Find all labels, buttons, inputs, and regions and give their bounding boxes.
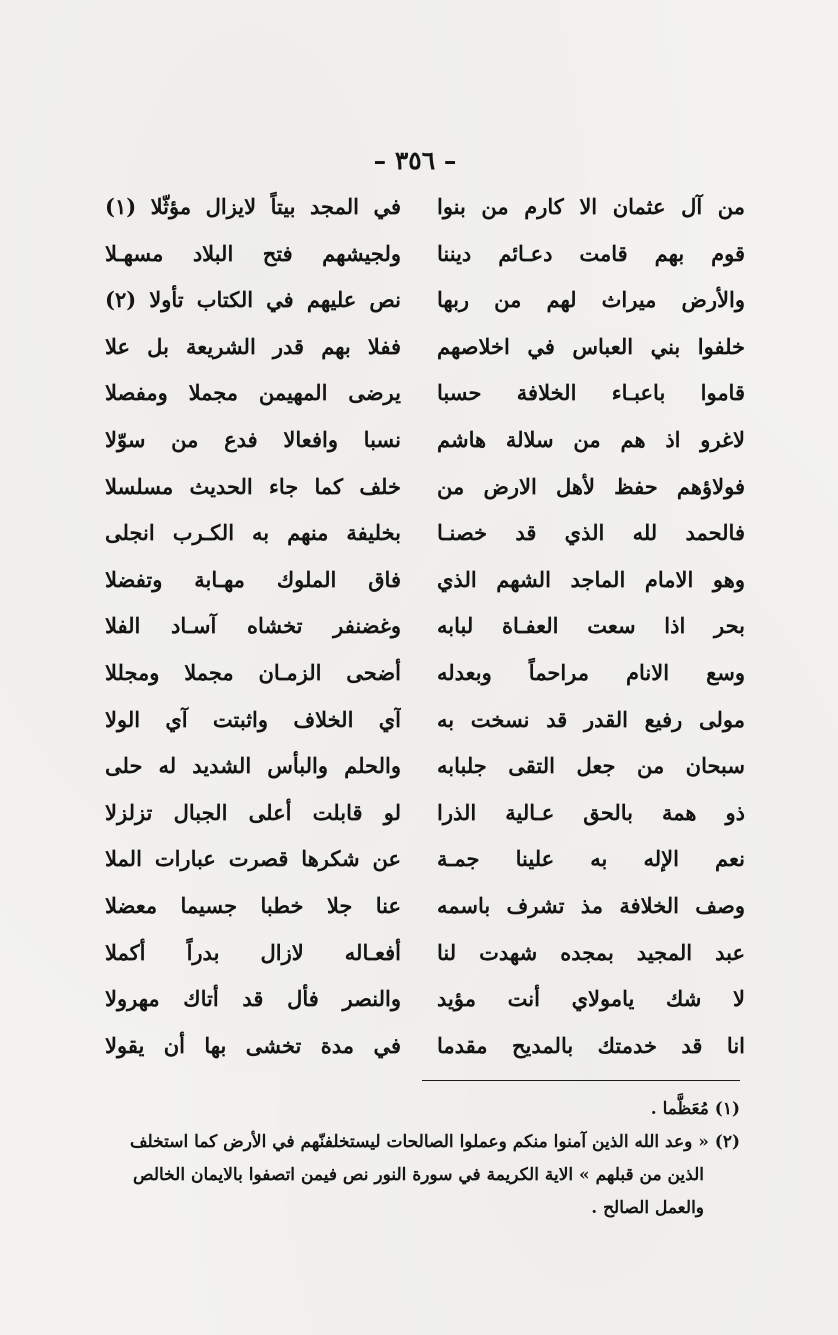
verse-line: [105, 464, 745, 510]
verse-line: [105, 557, 745, 603]
verse-line: [105, 836, 745, 882]
verse-line: [105, 790, 745, 836]
verse-second-hemistich: آي الخلاف واثبتت آي الولا: [105, 707, 401, 732]
verse-second-hemistich: في مدة تخشى بها أن يقولا: [105, 1033, 401, 1058]
page-number: – ٣٥٦ –: [373, 146, 457, 175]
verse-line: [105, 650, 745, 696]
poem: [105, 184, 745, 1064]
verse-first-hemistich: فالحمد لله الذي قد خصنـا: [437, 520, 745, 545]
verse-second-hemistich: خلف كما جاء الحديث مسلسلا: [105, 474, 401, 499]
verse-second-hemistich: نسبا وافعالا فدع من سوّلا: [105, 427, 401, 452]
verse-first-hemistich: من آل عثمان الا كارم من بنوا: [437, 194, 745, 219]
verse-second-hemistich: فاق الملوك مهـابة وتفضلا: [105, 567, 401, 592]
footnote: [95, 1093, 740, 1126]
verse-line: [105, 370, 745, 416]
verse-first-hemistich: قاموا باعبـاء الخلافة حسبا: [437, 380, 745, 405]
verse-first-hemistich: لا شك يامولاي أنت مؤيد: [437, 986, 745, 1011]
verse-second-hemistich: أضحى الزمـان مجملا ومجللا: [105, 660, 401, 685]
verse-second-hemistich: بخليفة منهم به الكـرب انجلى: [105, 520, 401, 545]
verse-line: [105, 184, 745, 230]
verse-line: [105, 1023, 745, 1069]
verse-second-hemistich: والحلم والبأس الشديد له حلى: [105, 753, 401, 778]
verse-first-hemistich: فولاؤهم حفظ لأهل الارض من: [437, 474, 745, 499]
verse-first-hemistich: ذو همة بالحق عـالية الذرا: [437, 800, 745, 825]
footnote-text: والعمل الصالح .: [591, 1198, 704, 1218]
verse-line: [105, 417, 745, 463]
footnote-marker: (١): [714, 1099, 740, 1119]
verse-first-hemistich: وسع الانام مراحماً وبعدله: [437, 660, 745, 685]
verse-first-hemistich: مولى رفيع القدر قد نسخت به: [437, 707, 745, 732]
footnote: [95, 1126, 740, 1225]
verse-second-hemistich: عنا جلا خطبا جسيما معضلا: [105, 893, 401, 918]
verse-second-hemistich: ففلا بهم قدر الشريعة بل علا: [105, 334, 401, 359]
verse-second-hemistich: ولجيشهم فتح البلاد مسهـلا: [105, 241, 401, 266]
verse-first-hemistich: بحر اذا سعت العفـاة لبابه: [437, 613, 745, 638]
verse-first-hemistich: عبد المجيد بمجده شهدت لنا: [437, 940, 745, 965]
verse-first-hemistich: لاغرو اذ هم من سلالة هاشم: [437, 427, 745, 452]
footnotes: [95, 1093, 740, 1225]
verse-line: [105, 277, 745, 323]
verse-line: [105, 743, 745, 789]
verse-second-hemistich: في المجد بيتاً لايزال مؤثّلا (١): [105, 194, 401, 219]
verse-first-hemistich: سبحان من جعل التقى جلبابه: [437, 753, 745, 778]
verse-first-hemistich: قوم بهم قامت دعـائم ديننا: [437, 241, 745, 266]
verse-second-hemistich: لو قابلت أعلى الجبال تزلزلا: [105, 800, 401, 825]
verse-second-hemistich: والنصر فأل قد أتاك مهرولا: [105, 986, 401, 1011]
verse-line: [105, 976, 745, 1022]
verse-line: [105, 231, 745, 277]
verse-first-hemistich: والأرض ميراث لهم من ربها: [437, 287, 745, 312]
verse-line: [105, 883, 745, 929]
verse-second-hemistich: يرضى المهيمن مجملا ومفصلا: [105, 380, 401, 405]
verse-first-hemistich: وهو الامام الماجد الشهم الذي: [437, 567, 745, 592]
verse-second-hemistich: وغضنفر تخشاه آسـاد الفلا: [105, 613, 401, 638]
verse-line: [105, 930, 745, 976]
verse-first-hemistich: انا قد خدمتك بالمديح مقدما: [437, 1033, 745, 1058]
verse-line: [105, 510, 745, 556]
footnote-text: الذين من قبلهم » الاية الكريمة في سورة النور نص فيمن اتصفوا بالايمان الخالص: [133, 1165, 704, 1185]
verse-line: [105, 324, 745, 370]
verse-line: [105, 697, 745, 743]
footnote-marker: (٢): [714, 1132, 740, 1152]
verse-first-hemistich: وصف الخلافة مذ تشرف باسمه: [437, 893, 745, 918]
footnote-text: مُعَظَّما .: [650, 1099, 709, 1119]
verse-line: [105, 603, 745, 649]
verse-second-hemistich: نص عليهم في الكتاب تأولا (٢): [105, 287, 401, 312]
verse-first-hemistich: نعم الإله به علينا جمـة: [437, 846, 745, 871]
footnote-separator: [422, 1080, 740, 1081]
verse-second-hemistich: أفعـاله لازال بدراً أكملا: [105, 940, 401, 965]
verse-second-hemistich: عن شكرها قصرت عبارات الملا: [105, 846, 401, 871]
footnote-text: « وعد الله الذين آمنوا منكم وعملوا الصالحات ليستخلفنّهم في الأرض كما استخلف: [129, 1132, 709, 1152]
verse-first-hemistich: خلفوا بني العباس في اخلاصهم: [437, 334, 745, 359]
